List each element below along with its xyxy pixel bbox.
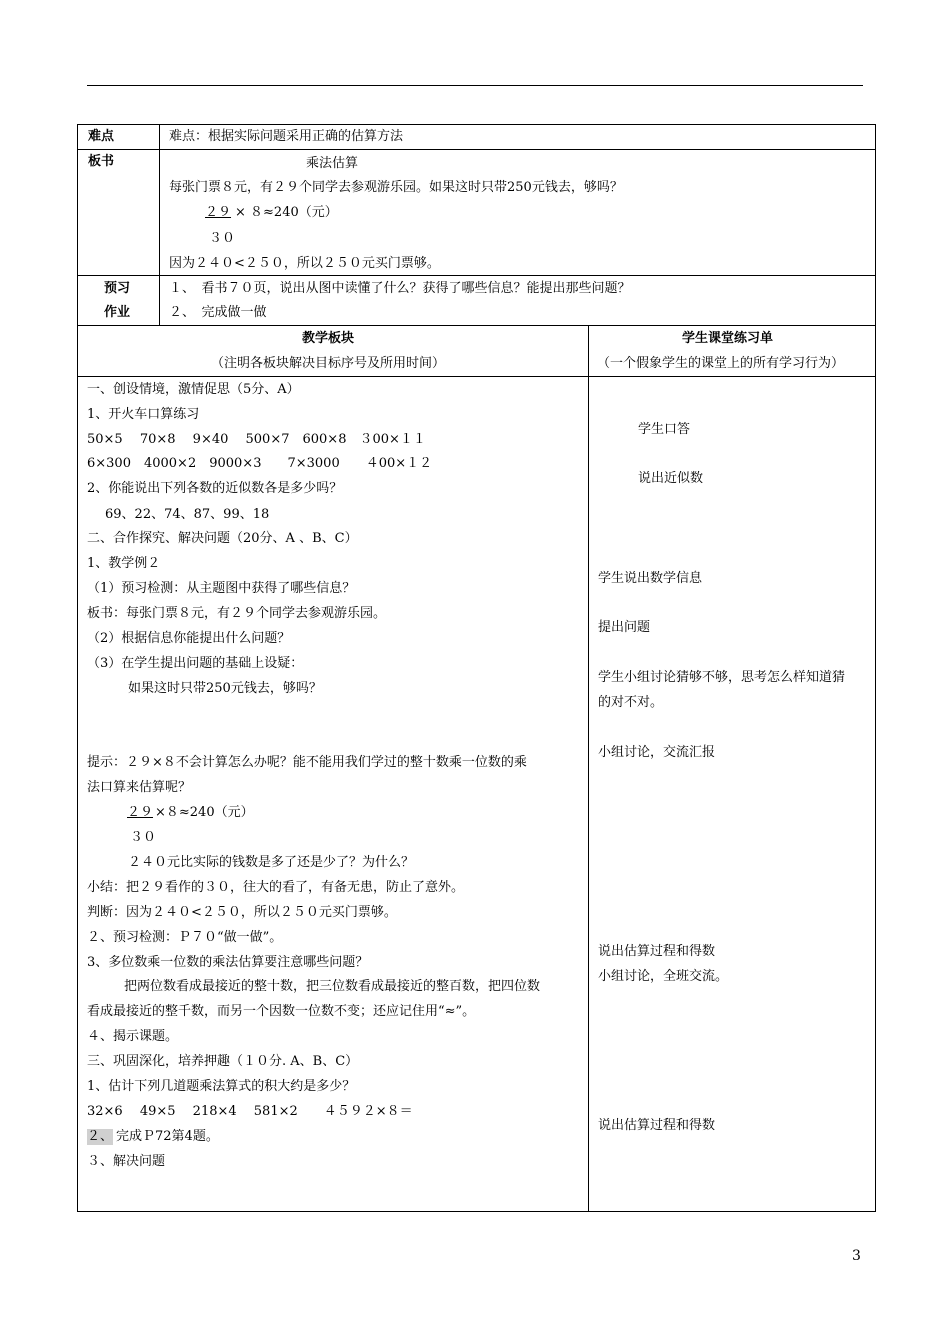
left-line: ３０	[130, 830, 157, 845]
left-line: ×８≈240（元）	[155, 805, 254, 820]
left-line: 判断：因为２４０<２５０，所以２５０元买门票够。	[87, 905, 397, 920]
left-line: （2）根据信息你能提出什么问题？	[87, 631, 291, 646]
right-line: 的对不对。	[598, 695, 664, 710]
difficulty-label: 难点	[88, 129, 115, 144]
preview-label: 预习	[104, 281, 131, 296]
left-line: 1、教学例２	[87, 556, 161, 571]
preview-item: ２、 完成做一做	[169, 305, 267, 320]
left-line: 32×6 49×5 218×4 581×2 ４５９２×８＝	[87, 1104, 413, 1119]
row-divider	[77, 275, 876, 276]
board-line: ３０	[209, 231, 236, 246]
left-line: 板书：每张门票８元，有２９个同学去参观游乐园。	[87, 606, 387, 621]
board-title: 乘法估算	[306, 156, 359, 171]
left-line: 提示：２９×８不会计算怎么办呢？能不能用我们学过的整十数乘一位数的乘	[87, 755, 527, 770]
left-line: 法口算来估算呢？	[87, 780, 192, 795]
right-column-title: 学生课堂练习单	[682, 331, 774, 346]
left-line: ２、预习检测：Ｐ７０“做一做”。	[87, 930, 283, 945]
left-line: ３、解决问题	[87, 1154, 166, 1169]
left-line: 三、巩固深化，培养押趣（１０分. A、B、C）	[87, 1054, 359, 1069]
board-line: × ８≈240（元）	[235, 205, 338, 220]
left-line: 把两位数看成最接近的整十数，把三位数看成最接近的整百数，把四位数	[124, 979, 541, 994]
right-line: 小组讨论，交流汇报	[598, 745, 716, 760]
right-line: 说出估算过程和得数	[598, 944, 716, 959]
right-line: 说出估算过程和得数	[598, 1118, 716, 1133]
left-line: 6×300 4000×2 9000×3 7×3000 ４00×１２	[87, 456, 433, 471]
left-line: 如果这时只带250元钱去，够吗？	[128, 681, 322, 696]
left-line: 1、估计下列几道题乘法算式的积大约是多少？	[87, 1079, 356, 1094]
left-line: 69、22、74、87、99、18	[105, 507, 270, 522]
right-line: 学生说出数学信息	[598, 571, 703, 586]
left-line: （3）在学生提出问题的基础上设疑：	[87, 656, 304, 671]
row-divider	[77, 325, 876, 326]
difficulty-text: 难点：根据实际问题采用正确的估算方法	[169, 129, 404, 144]
board-line: 每张门票８元，有２９个同学去参观游乐园。如果这时只带250元钱去，够吗？	[169, 180, 623, 195]
row-divider	[77, 149, 876, 150]
right-column-subtitle: （一个假象学生的课堂上的所有学习行为）	[597, 356, 845, 371]
left-line: 50×5 70×8 9×40 500×7 600×8 ３00×１１	[87, 432, 426, 447]
left-line: 2、你能说出下列各数的近似数各是多少吗？	[87, 481, 343, 496]
left-line: ２９	[127, 805, 154, 820]
header-rule	[87, 85, 863, 86]
board-line: ２９	[205, 205, 232, 220]
right-line: 学生口答	[638, 422, 691, 437]
left-line: 二、合作探究、解决问题（20分、A 、B、C）	[87, 531, 358, 546]
left-line: 1、开火车口算练习	[87, 407, 200, 422]
left-line: 看成最接近的整千数，而另一个因数一位数不变；还应记住用“≈”。	[87, 1004, 476, 1019]
right-line: 说出近似数	[638, 471, 704, 486]
left-line: 一、创设情境，激情促思（5分、A）	[87, 382, 300, 397]
left-line: ４、揭示课题。	[87, 1029, 179, 1044]
column-divider	[159, 124, 160, 326]
preview-item: １、 看书７０页，说出从图中读懂了什么？获得了哪些信息？能提出那些问题？	[169, 281, 631, 296]
row-divider	[77, 376, 876, 377]
right-line: 提出问题	[598, 620, 651, 635]
right-line: 小组讨论，全班交流。	[598, 969, 729, 984]
board-line: 因为２４０<２５０，所以２５０元买门票够。	[169, 256, 440, 271]
left-line: 3、多位数乘一位数的乘法估算要注意哪些问题？	[87, 955, 369, 970]
left-column-title: 教学板块	[302, 331, 355, 346]
left-line: 小结：把２９看作的３０，往大的看了，有备无患，防止了意外。	[87, 880, 465, 895]
left-line: ２４０元比实际的钱数是多了还是少了？为什么？	[128, 855, 415, 870]
left-line: 完成Ｐ72第4题。	[116, 1129, 219, 1144]
page-number: 3	[852, 1248, 861, 1264]
left-column-subtitle: （注明各板块解决目标序号及所用时间）	[211, 356, 446, 371]
preview-label: 作业	[104, 305, 131, 320]
column-divider	[588, 325, 589, 1212]
left-line: （1）预习检测：从主题图中获得了哪些信息？	[87, 581, 356, 596]
highlighted-number: ２、	[87, 1129, 114, 1144]
board-label: 板书	[88, 154, 115, 169]
right-line: 学生小组讨论猜够不够，思考怎么样知道猜	[598, 670, 846, 685]
